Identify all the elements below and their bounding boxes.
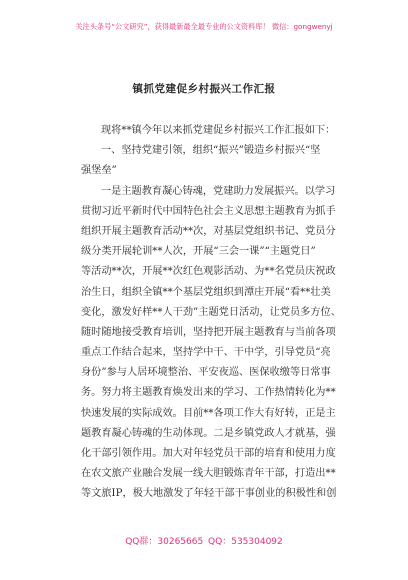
body-line: 一是主题教育凝心铸魂，党建助力发展振兴。以学习 — [101, 185, 336, 197]
body-line: 在农文旅产业融合发展一线大胆锻炼青年干部，打造出** — [81, 468, 336, 480]
body-line: 组织开展主题教育活动**次，对基层党组织书记、党员分 — [81, 225, 336, 237]
body-line: 务。努力将主题教育焕发出来的学习、工作热情转化为** — [81, 387, 336, 399]
document-body — [81, 121, 353, 505]
body-line: 治生日，组织全镇**个基层党组织到潭庄开展“看**壮美 — [81, 286, 331, 298]
body-line: 强堡垒” — [81, 165, 117, 177]
body-line: 贯彻习近平新时代中国特色社会主义思想主题教育为抓手 — [81, 205, 336, 217]
body-line: 变化，激发好样**人干劲”主题党日活动，让党员多方位、 — [81, 306, 341, 318]
footer-contact: QQ群：30265665 QQ：535304092 — [125, 537, 283, 547]
body-line: 一、坚持党建引领，组织“振兴”锻造乡村振兴“坚 — [101, 145, 321, 157]
body-line: 随时随地接受教育培训，坚持把开展主题教育与当前各项 — [81, 326, 336, 338]
body-line: 身份”参与人居环境整治、平安夜巡、医保收缴等日常事 — [81, 367, 331, 379]
body-line: 重点工作结合起来，坚持学中干、干中学，引导党员“亮 — [81, 347, 331, 359]
body-line: 现将**镇今年以来抓党建促乡村振兴工作汇报如下： — [101, 125, 336, 136]
body-line: 题教育凝心铸魂的生动体现。二是乡镇党政人才就基，强 — [81, 427, 336, 439]
body-line: 快速发展的实际成效。目前**各项工作大有好转，正是主 — [81, 407, 336, 419]
body-line: 等文旅IP，极大地激发了年轻干部干事创业的积极性和创 — [81, 488, 337, 500]
body-line: 化干部引领作用。加大对年轻党员干部的培育和使用力度 — [81, 448, 336, 459]
body-line: 等活动**次，开展**次红色观影活动、为**名党员庆祝政 — [81, 266, 336, 278]
body-line: 级分类开展轮训**人次，开展“三会一课”“主题党日” — [81, 246, 316, 258]
document-title: 镇抓党建促乡村振兴工作汇报 — [132, 83, 276, 95]
header-banner: 关注头条号“公文研究”，获得最新最全最专业的公文资料库！ 微信：gongwenyj — [75, 22, 333, 31]
